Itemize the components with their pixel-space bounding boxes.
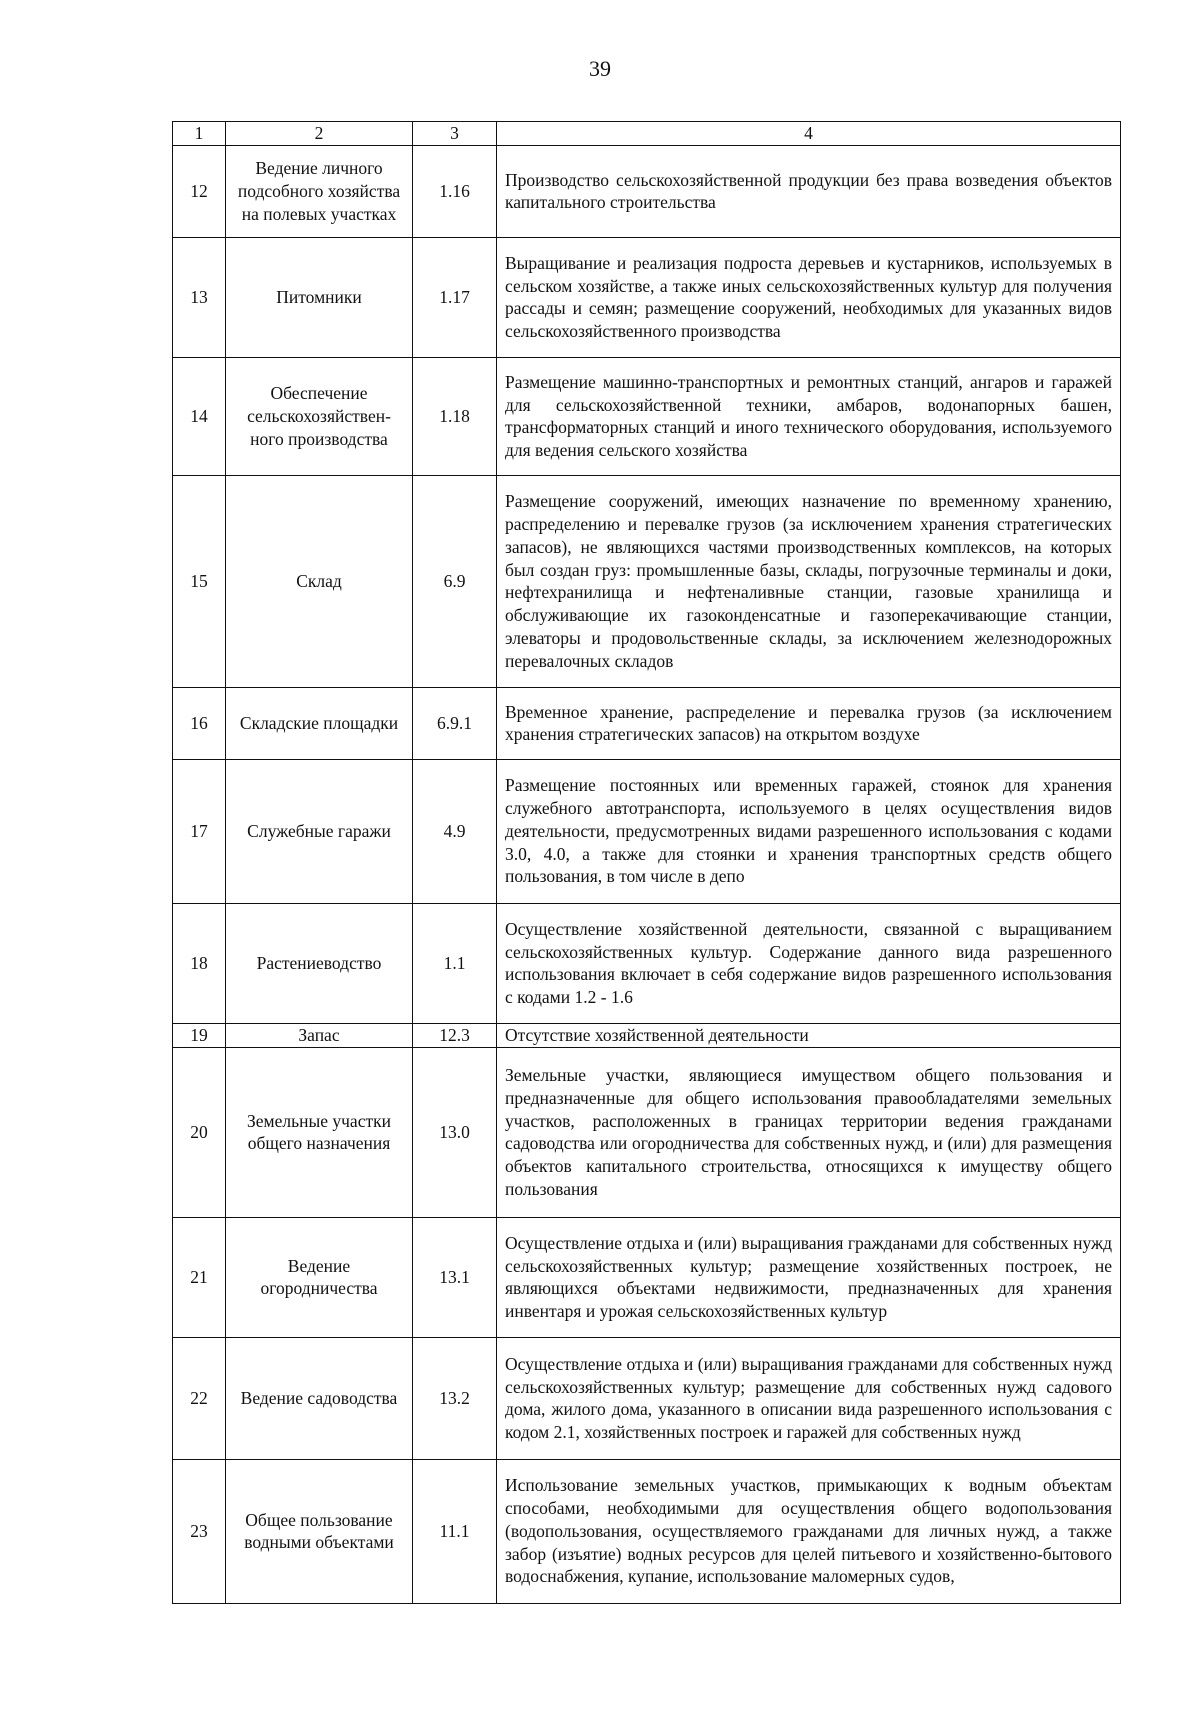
page-number: 39: [589, 56, 611, 81]
row-number: 17: [173, 759, 226, 903]
table-row: [173, 759, 1121, 903]
row-number: 21: [173, 1217, 226, 1337]
use-code: 13.0: [413, 1047, 497, 1217]
use-name: Складские площадки: [226, 687, 413, 759]
use-name: Склад: [226, 475, 413, 687]
row-number: 23: [173, 1459, 226, 1603]
use-name: Растениеводство: [226, 903, 413, 1023]
use-description: Временное хранение, распределение и перевалка грузов (за исключением хранения стратегических запасов) на открытом воздухе: [497, 687, 1121, 759]
use-name: Питомники: [226, 237, 413, 357]
table-row: [173, 1337, 1121, 1459]
table-row: [173, 237, 1121, 357]
row-number: 18: [173, 903, 226, 1023]
table-row: [173, 475, 1121, 687]
use-code: 13.1: [413, 1217, 497, 1337]
table-row: [173, 1217, 1121, 1337]
use-code: 1.16: [413, 145, 497, 237]
use-code: 1.18: [413, 357, 497, 475]
use-description: Осуществление хозяйственной деятельности, связанной с выращиванием сельскохозяйственных культур. Содержание данного вида разрешенного использования включает в себя содержание видов разрешенного использования с кодами 1.2 - 1.6: [497, 903, 1121, 1023]
use-code: 1.17: [413, 237, 497, 357]
use-description: Размещение сооружений, имеющих назначение по временному хранению, распределению и перевалке грузов (за исключением хранения стратегических запасов), не являющихся частями производственных комплексов, на которых был создан груз: промышленные базы, склады, погрузочные терминалы и доки, нефтехранилища и нефтеналивные станции, газовые хранилища и обслуживающие их газоконденсатные и газоперекачивающие станции, элеваторы и продовольственные склады, за исключением железнодорожных перевалочных складов: [497, 475, 1121, 687]
use-description: Отсутствие хозяйственной деятельности: [497, 1023, 1121, 1047]
use-code: 1.1: [413, 903, 497, 1023]
use-code: 12.3: [413, 1023, 497, 1047]
table-row: [173, 1047, 1121, 1217]
use-description: Осуществление отдыха и (или) выращивания гражданами для собственных нужд сельскохозяйственных культур; размещение для собственных нужд садового дома, жилого дома, указанного в описании вида разрешенного использования с кодом 2.1, хозяйственных построек и гаражей для собственных нужд: [497, 1337, 1121, 1459]
use-code: 6.9: [413, 475, 497, 687]
header-cell: 2: [226, 122, 413, 146]
use-description: Осуществление отдыха и (или) выращивания гражданами для собственных нужд сельскохозяйственных культур; размещение хозяйственных построек, не являющихся объектами недвижимости, предназначенных для хранения инвентаря и урожая сельскохозяйственных культур: [497, 1217, 1121, 1337]
table-row: [173, 1023, 1121, 1047]
table-row: [173, 1459, 1121, 1603]
table-row: [173, 903, 1121, 1023]
land-use-table: [172, 121, 1121, 1604]
use-name: Запас: [226, 1023, 413, 1047]
table-header-row: [173, 122, 1121, 146]
row-number: 15: [173, 475, 226, 687]
use-code: 13.2: [413, 1337, 497, 1459]
use-code: 6.9.1: [413, 687, 497, 759]
row-number: 19: [173, 1023, 226, 1047]
use-description: Размещение постоянных или временных гаражей, стоянок для хранения служебного автотранспорта, используемого в целях осуществления видов деятельности, предусмотренных видами разрешенного использования с кодами 3.0, 4.0, а также для стоянки и хранения транспортных средств общего пользования, в том числе в депо: [497, 759, 1121, 903]
use-code: 11.1: [413, 1459, 497, 1603]
row-number: 12: [173, 145, 226, 237]
use-name: Общее пользование водными объектами: [226, 1459, 413, 1603]
table-row: [173, 145, 1121, 237]
row-number: 22: [173, 1337, 226, 1459]
use-name: Служебные гаражи: [226, 759, 413, 903]
use-name: Обеспечение сельскохозяйствен-ного производства: [226, 357, 413, 475]
use-name: Ведение огородничества: [226, 1217, 413, 1337]
use-description: Производство сельскохозяйственной продукции без права возведения объектов капитального строительства: [497, 145, 1121, 237]
header-cell: 3: [413, 122, 497, 146]
table-row: [173, 687, 1121, 759]
use-name: Ведение садоводства: [226, 1337, 413, 1459]
use-description: Использование земельных участков, примыкающих к водным объектам способами, необходимыми для осуществления общего водопользования (водопользования, осуществляемого гражданами для личных нужд, а также забор (изъятие) водных ресурсов для целей питьевого и хозяйственно-бытового водоснабжения, купание, использование маломерных судов,: [497, 1459, 1121, 1603]
use-description: Выращивание и реализация подроста деревьев и кустарников, используемых в сельском хозяйстве, а также иных сельскохозяйственных культур для получения рассады и семян; размещение сооружений, необходимых для указанных видов сельскохозяйственного производства: [497, 237, 1121, 357]
use-description: Размещение машинно-транспортных и ремонтных станций, ангаров и гаражей для сельскохозяйственной техники, амбаров, водонапорных башен, трансформаторных станций и иного технического оборудования, используемого для ведения сельского хозяйства: [497, 357, 1121, 475]
table-row: [173, 357, 1121, 475]
row-number: 16: [173, 687, 226, 759]
header-cell: 1: [173, 122, 226, 146]
use-name: Земельные участки общего назначения: [226, 1047, 413, 1217]
row-number: 13: [173, 237, 226, 357]
row-number: 20: [173, 1047, 226, 1217]
use-code: 4.9: [413, 759, 497, 903]
use-name: Ведение личного подсобного хозяйства на полевых участках: [226, 145, 413, 237]
use-description: Земельные участки, являющиеся имуществом общего пользования и предназначенные для общего использования правообладателями земельных участков, расположенных в границах территории ведения гражданами садоводства или огородничества для собственных нужд, и (или) для размещения объектов капитального строительства, относящихся к имуществу общего пользования: [497, 1047, 1121, 1217]
header-cell: 4: [497, 122, 1121, 146]
row-number: 14: [173, 357, 226, 475]
